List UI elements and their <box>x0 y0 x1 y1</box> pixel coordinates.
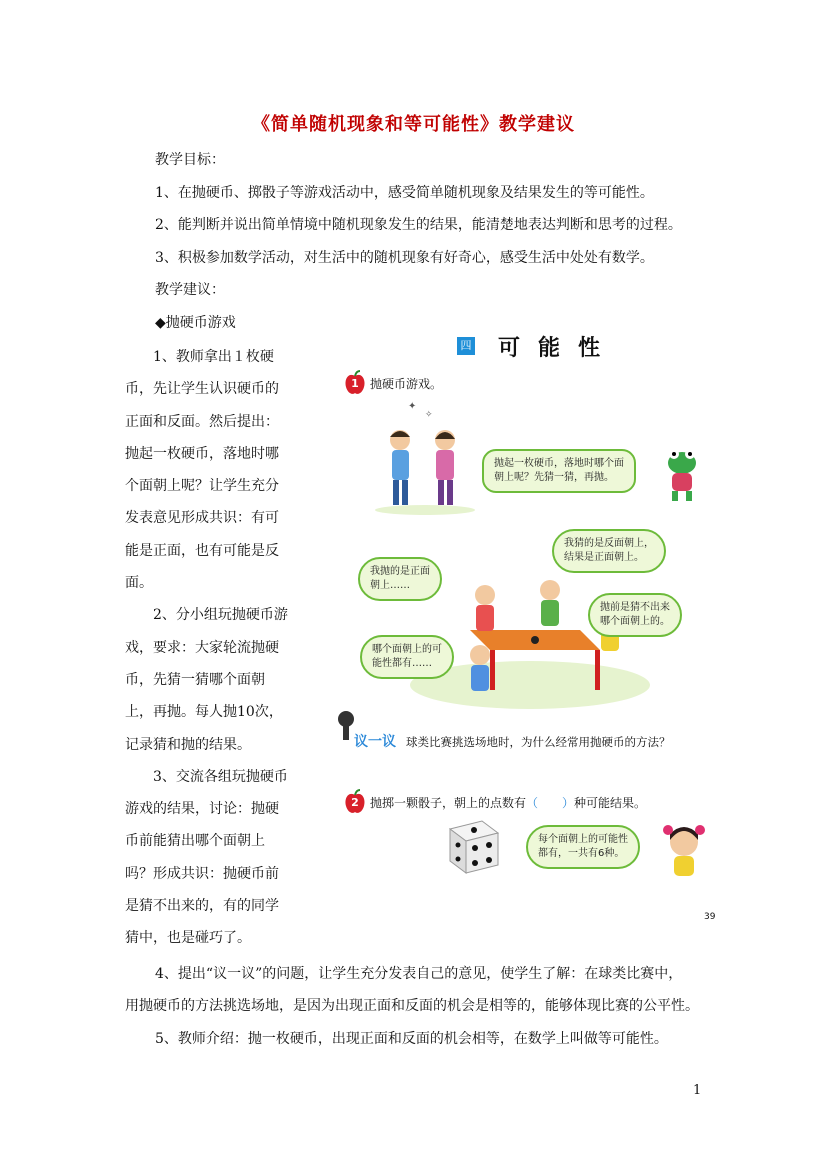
speech-bubble-toss <box>358 557 442 601</box>
left-line: 游戏的结果，讨论：抛硬 <box>125 801 279 818</box>
left-line: 抛起一枚硬币，落地时哪 <box>125 445 279 462</box>
textbook-page-number: 39 <box>704 912 716 922</box>
svg-text:✦: ✦ <box>408 401 417 412</box>
speech-bubble-six-outcomes <box>526 825 640 869</box>
yiyi-label: 议一议 <box>354 734 396 750</box>
para-4-line-1: 4、提出“议一议”的问题，让学生充分发表自己的意见，使学生了解：在球类比赛中， <box>155 966 683 982</box>
goal-3: 3、积极参加数学活动，对生活中的随机现象有好奇心，感受生活中处处有数学。 <box>155 250 654 266</box>
left-line: 2、分小组玩抛硬币游 <box>153 607 288 624</box>
bubble-line: 朝上呢？先猜一猜，再抛。 <box>494 472 614 483</box>
bubble-line: 哪个面朝上的。 <box>600 616 670 627</box>
frog-icon <box>662 443 702 503</box>
bubble-line: 结果是正面朝上。 <box>564 552 644 563</box>
left-column-text <box>125 341 305 955</box>
left-line: 戏，要求：大家轮流抛硬 <box>125 639 279 656</box>
left-line: 记录猜和抛的结果。 <box>125 736 251 753</box>
para-5: 5、教师介绍：抛一枚硬币，出现正面和反面的机会相等，在数学上叫做等可能性。 <box>155 1031 668 1047</box>
speech-bubble-cannot-guess <box>588 593 682 637</box>
bubble-line: 能性都有…… <box>372 658 432 669</box>
left-line: 1、教师拿出１枚硬 <box>153 349 274 365</box>
bubble-line: 朝上…… <box>370 580 410 591</box>
textbook-illustration <box>330 325 730 935</box>
bubble-line: 我抛的是正面 <box>370 566 430 577</box>
left-line: 吗？形成共识：抛硬币前 <box>125 865 279 882</box>
left-line: 币，先让学生认识硬币的 <box>125 381 279 398</box>
frog-speech-bubble <box>482 449 636 493</box>
left-line: 能是正面，也有可能是反 <box>125 542 279 559</box>
task2-number: 2 <box>351 796 359 809</box>
left-line: 3、交流各组玩抛硬币 <box>153 768 288 785</box>
bubble-line: 抛起一枚硬币，落地时哪个面 <box>494 458 624 469</box>
task2-prefix: 抛掷一颗骰子，朝上的点数有 <box>370 796 527 810</box>
speech-bubble-possible <box>360 635 454 679</box>
left-line: 上，再抛。每人抛10次， <box>125 704 283 721</box>
left-line: 币前能猜出哪个面朝上 <box>125 833 265 850</box>
goals-heading: 教学目标： <box>155 152 225 168</box>
speech-bubble-guess <box>552 529 666 573</box>
task1-text: 抛硬币游戏。 <box>370 377 443 391</box>
bubble-line: 哪个面朝上的可 <box>372 644 442 655</box>
game-heading: ◆抛硬币游戏 <box>155 315 236 331</box>
svg-text:✧: ✧ <box>425 410 433 420</box>
task2-text <box>370 794 646 811</box>
left-line: 发表意见形成共识：有可 <box>125 510 279 527</box>
page-number: 1 <box>693 1083 702 1098</box>
left-line: 猜中，也是碰巧了。 <box>125 930 251 947</box>
left-line: 正面和反面。然后提出： <box>125 413 279 430</box>
yiyi-question: 球类比赛挑选场地时，为什么经常用抛硬币的方法？ <box>406 735 671 749</box>
task1-number: 1 <box>351 377 359 390</box>
left-line: 是猜不出来的，有的同学 <box>125 898 279 915</box>
bubble-line: 每个面朝上的可能性 <box>538 834 628 845</box>
section-number: 四 <box>457 337 475 355</box>
left-line: 面。 <box>125 575 153 592</box>
bubble-line: 我猜的是反面朝上， <box>564 538 654 549</box>
bubble-line: 抛前是猜不出来 <box>600 602 670 613</box>
dice-icon <box>442 815 504 877</box>
girl-avatar <box>662 820 707 880</box>
suggest-heading: 教学建议： <box>155 282 225 298</box>
kids-tossing-coin-figure <box>370 395 480 515</box>
bubble-line: 都有，一共有6种。 <box>538 848 625 859</box>
task2-blank: （ ） <box>526 796 575 810</box>
page-title: 《简单随机现象和等可能性》教学建议 <box>252 114 575 135</box>
goal-2: 2、能判断并说出简单情境中随机现象发生的结果，能清楚地表达判断和思考的过程。 <box>155 217 682 233</box>
section-title: 可能性 <box>498 336 619 361</box>
para-4-line-2: 用抛硬币的方法挑选场地，是因为出现正面和反面的机会是相等的，能够体现比赛的公平性。 <box>125 998 699 1014</box>
left-line: 个面朝上呢？让学生充分 <box>125 478 279 495</box>
task2-suffix: 种可能结果。 <box>574 796 647 810</box>
goal-1: 1、在抛硬币、掷骰子等游戏活动中，感受简单随机现象及结果发生的等可能性。 <box>155 185 654 201</box>
left-line: 币，先猜一猜哪个面朝 <box>125 671 265 688</box>
